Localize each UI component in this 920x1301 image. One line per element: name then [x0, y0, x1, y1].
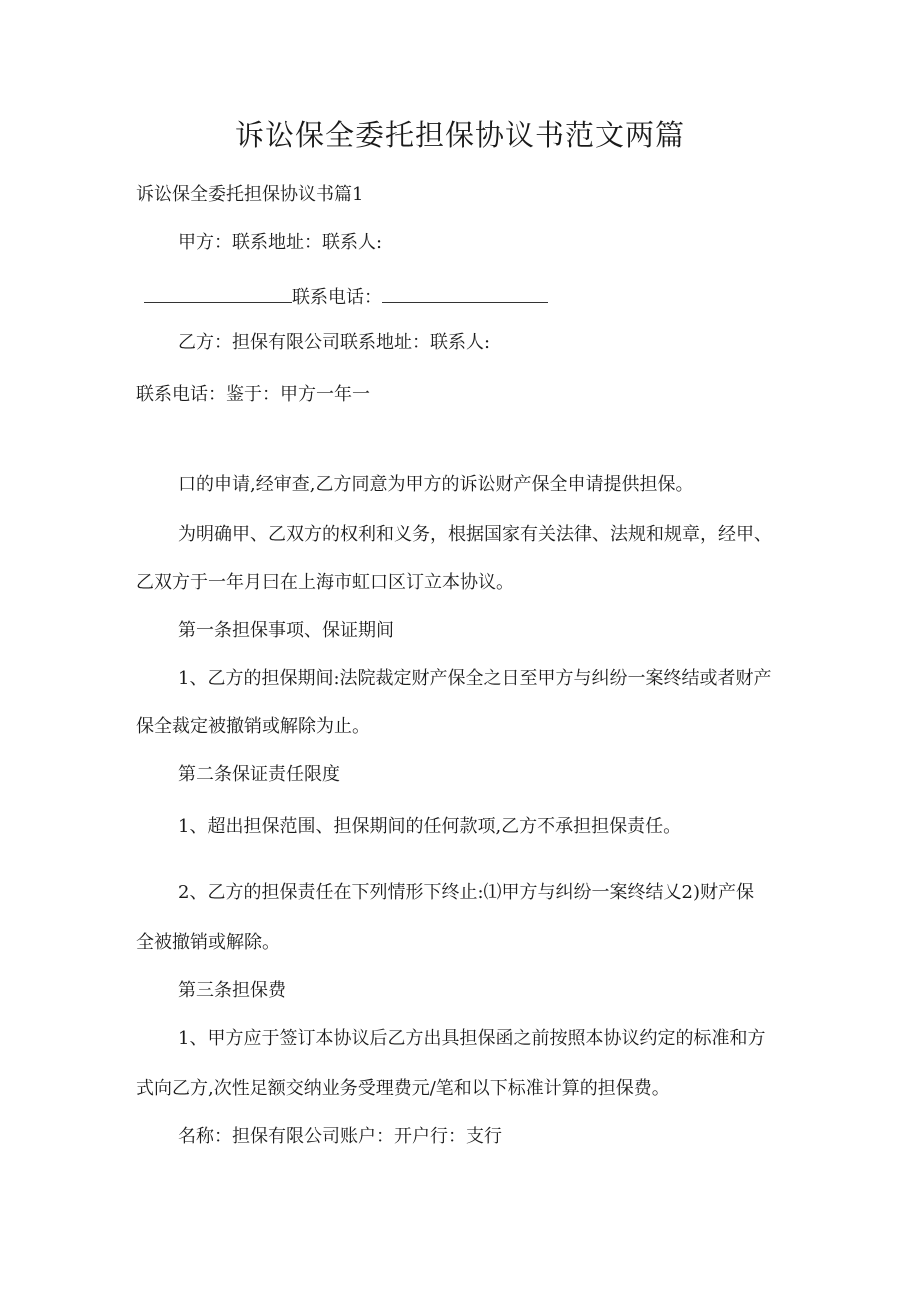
article-2-heading: 第二条保证责任限度	[178, 764, 340, 785]
party-a-line: 甲方：联系地址：联系人:	[178, 232, 383, 253]
blank-field	[144, 282, 292, 303]
article-3-item-1-line-1: 1、甲方应于签订本协议后乙方出具担保函之前按照本协议约定的标准和方	[178, 1028, 766, 1049]
party-b-line: 乙方：担保有限公司联系地址：联系人:	[178, 332, 491, 353]
article-1-item-1-line-1: 1、乙方的担保期间:法院裁定财产保全之日至甲方与纠纷一案终结或者财产	[178, 668, 772, 689]
article-2-item-2-line-1: 2、乙方的担保责任在下列情形下终止:⑴甲方与纠纷一案终结乂2)财产保	[178, 882, 754, 903]
article-1-item-1-line-2: 保全裁定被撤销或解除为止。	[136, 716, 370, 737]
account-line: 名称：担保有限公司账户：开户行：支行	[178, 1126, 502, 1147]
contact-phone-line	[144, 282, 548, 311]
paragraph-2-line-2: 乙双方于一年月曰在上海市虹口区订立本协议。	[136, 572, 514, 593]
article-3-item-1-line-2: 式向乙方,次性足额交纳业务受理费元/笔和以下标准计算的担保费。	[136, 1078, 670, 1099]
contact-phone-label: 联系电话：	[292, 287, 382, 308]
document-title: 诉讼保全委托担保协议书范文两篇	[234, 118, 685, 152]
article-1-heading: 第一条担保事项、保证期间	[178, 620, 394, 641]
document-subtitle: 诉讼保全委托担保协议书篇1	[136, 184, 364, 205]
paragraph-1: 口的申请,经审查,乙方同意为甲方的诉讼财产保全申请提供担保。	[178, 474, 694, 495]
party-b-line-2: 联系电话：鉴于：甲方一年一	[136, 384, 370, 405]
article-3-heading: 第三条担保费	[178, 980, 286, 1001]
paragraph-2-line-1: 为明确甲、乙双方的权利和义务，根据国家有关法律、法规和规章，经甲、	[178, 524, 772, 545]
article-2-item-1: 1、超出担保范围、担保期间的任何款项,乙方不承担担保责任。	[178, 816, 682, 837]
blank-field	[382, 282, 548, 303]
article-2-item-2-line-2: 全被撤销或解除。	[136, 932, 280, 953]
